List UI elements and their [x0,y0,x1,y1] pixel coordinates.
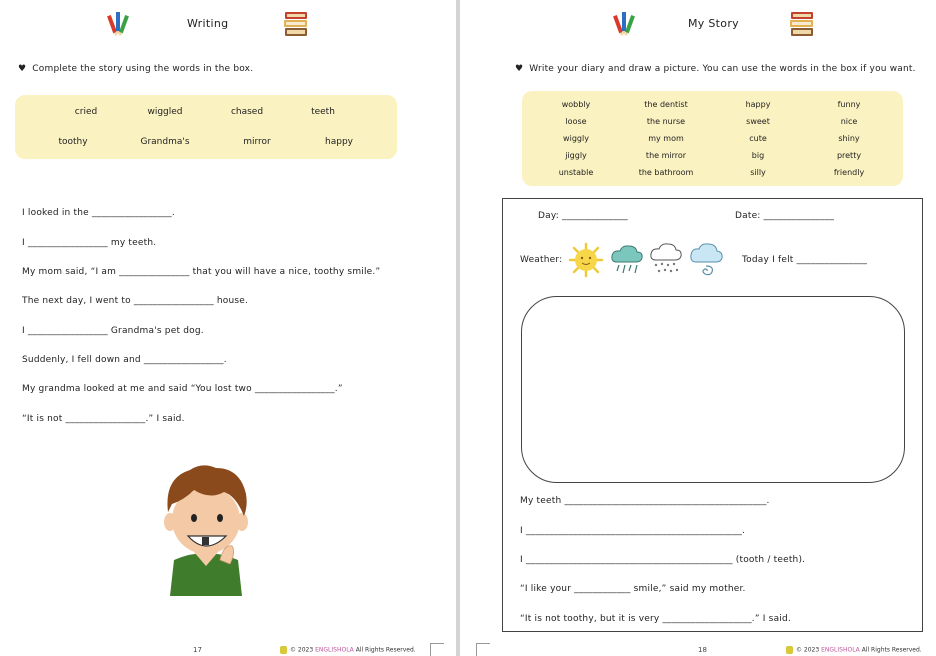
page-corner-mark [430,643,444,656]
day-field[interactable]: Day: ______________ [538,211,628,221]
diary-line[interactable]: My teeth ___________________________________________. [520,496,770,506]
copyright-year: © 2023 [796,646,820,654]
brand-name: ENGLISHOLA [315,646,354,654]
word-box-item: the bathroom [638,168,694,177]
wind-cloud-icon[interactable] [688,240,724,278]
word-box-item: big [751,151,765,160]
copyright-text: All Rights Reserved. [861,646,922,654]
snow-cloud-icon[interactable] [648,242,684,278]
word-box-item: teeth [311,107,335,117]
drawing-area[interactable] [521,296,905,483]
rain-cloud-icon[interactable] [609,242,645,278]
brand-name: ENGLISHOLA [821,646,860,654]
word-box-item: the dentist [644,100,688,109]
word-box-item: happy [325,137,353,147]
felt-field[interactable]: Today I felt _______________ [742,255,868,265]
diary-line[interactable]: I ______________________________________________. [520,526,746,536]
copyright-year: © 2023 [290,646,314,654]
books-icon [283,10,309,38]
left-page [0,0,456,656]
boy-missing-tooth-illustration [150,460,262,596]
word-box-item: nice [840,117,858,126]
word-box-item: cried [74,107,98,117]
word-box-item: silly [750,168,766,177]
copyright [786,646,922,654]
word-box-item: toothy [58,137,88,147]
word-box [522,91,903,186]
story-line: My mom said, “I am _______________ that you will have a nice, toothy smile.” [22,267,381,277]
word-box-item: loose [565,117,587,126]
sun-icon[interactable] [568,242,604,278]
page-number: 18 [698,646,707,654]
instruction-text: Write your diary and draw a picture. You can use the words in the box if you want. [529,64,916,74]
story-line: “It is not _________________.” I said. [22,414,185,424]
word-box-item: cute [749,134,767,143]
word-box-item: mirror [243,137,271,147]
word-box-item: shiny [838,134,860,143]
word-box-item: the mirror [645,151,687,160]
weather-label: Weather: [520,255,563,265]
story-line: I _________________ my teeth. [22,238,157,248]
colored-pencils-icon [610,10,638,36]
copyright-text: All Rights Reserved. [355,646,416,654]
date-field[interactable]: Date: _______________ [735,211,835,221]
copyright [280,646,416,654]
word-box-item: funny [837,100,861,109]
word-box-item: sweet [746,117,770,126]
word-box-item: friendly [833,168,865,177]
word-box-item: unstable [558,168,594,177]
word-box-item: the nurse [646,117,686,126]
books-icon [789,10,815,38]
story-line: I looked in the _________________. [22,208,175,218]
diary-line[interactable]: “It is not toothy, but it is very ___________________.” I said. [520,614,791,624]
diary-line[interactable]: “I like your ____________ smile,” said my mother. [520,584,746,594]
page-corner-mark [476,643,490,656]
heart-bullet-icon: ♥ [18,64,27,74]
word-box-item: my mom [648,134,684,143]
story-line: Suddenly, I fell down and _________________. [22,355,227,365]
colored-pencils-icon [104,10,132,36]
diary-line[interactable]: I ____________________________________________ (tooth / teeth). [520,555,806,565]
word-box [15,95,397,159]
word-box-item: wiggly [563,134,589,143]
lock-icon [786,646,793,654]
story-line: The next day, I went to _________________ house. [22,296,249,306]
word-box-item: happy [745,100,771,109]
word-box-item: pretty [836,151,862,160]
instruction [515,64,916,74]
right-page [460,0,936,656]
lock-icon [280,646,287,654]
page-number: 17 [193,646,202,654]
word-box-item: wiggled [147,107,183,117]
word-box-item: chased [230,107,264,117]
instruction [18,64,253,74]
heart-bullet-icon: ♥ [515,64,524,74]
word-box-item: wobbly [561,100,591,109]
word-box-item: jiggly [565,151,587,160]
page-title: My Story [688,17,739,30]
story-line: I _________________ Grandma's pet dog. [22,326,204,336]
page-title: Writing [187,17,229,30]
instruction-text: Complete the story using the words in the box. [32,64,254,74]
word-box-item: Grandma's [140,137,190,147]
story-line: My grandma looked at me and said “You lost two _________________.” [22,384,343,394]
